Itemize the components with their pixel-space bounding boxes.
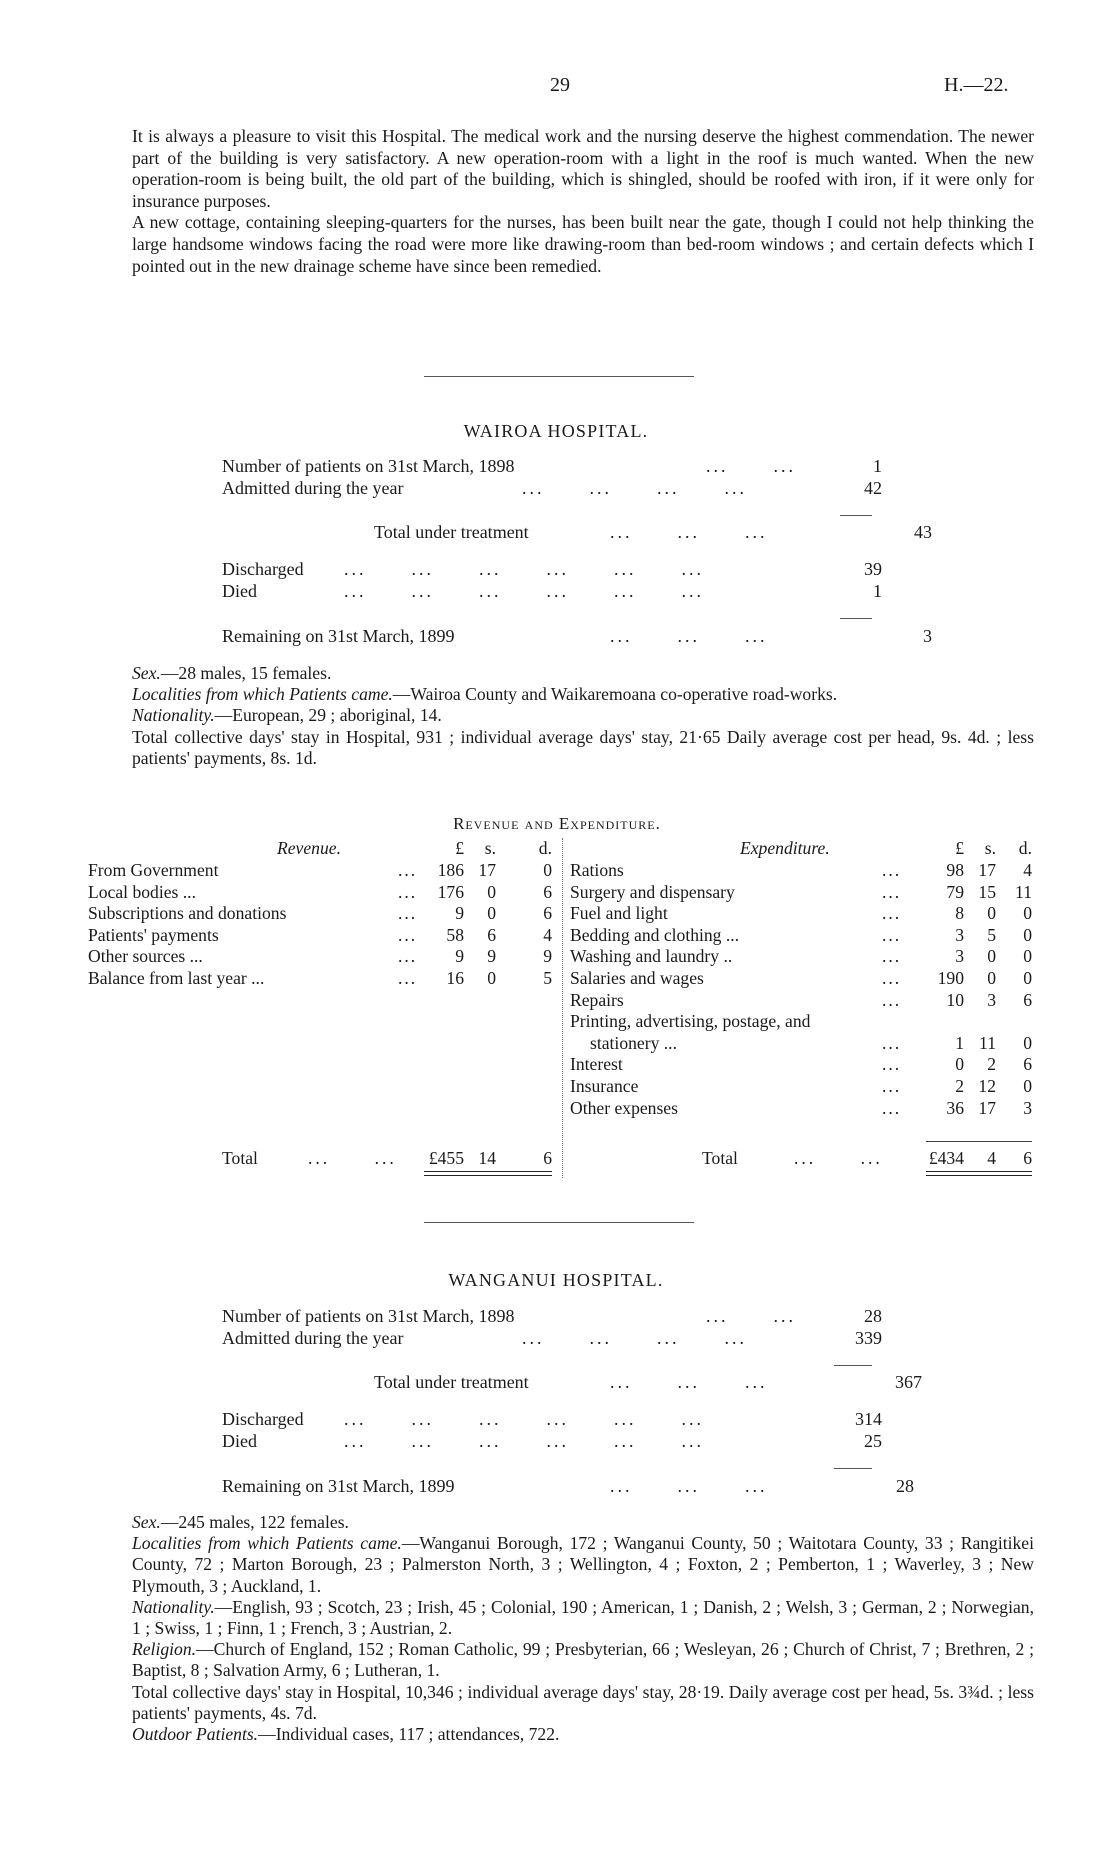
dot-leader: ... <box>882 1054 902 1075</box>
expenditure-item: Fuel and light <box>570 903 668 924</box>
stat-value-admitted: 42 <box>864 478 882 498</box>
expenditure-pounds: 8 <box>955 903 964 924</box>
revenue-pounds: 186 <box>437 860 464 880</box>
wairoa-patient-stats <box>222 456 932 646</box>
intro-paragraph-1: It is always a pleasure to visit this Hospital. The medical work and the nursing deserve the highest commendation. The newer part of the building is very satisfactory. A new operation-room with a light in the roof is much wanted. When the new operation-room is being built, the old part of the building, which is shingled, should be roofed with iron, if it were only for insurance purposes. <box>132 126 1034 211</box>
expenditure-pence: 6 <box>1023 1054 1032 1075</box>
stat-value-admitted: 339 <box>855 1328 882 1348</box>
expenditure-pence: 0 <box>1023 968 1032 988</box>
revenue-col-pound: £ <box>455 838 464 858</box>
wairoa-title: WAIROA HOSPITAL. <box>463 421 649 441</box>
expenditure-col-d: d. <box>1018 838 1032 858</box>
revenue-total-pounds: £455 <box>428 1148 464 1168</box>
revenue-item: Patients' payments <box>88 924 219 945</box>
expenditure-total-pence: 6 <box>1023 1148 1032 1168</box>
stat-value-died: 1 <box>873 581 882 601</box>
dot-leader: ... ... ... ... <box>522 478 747 498</box>
dot-leader: ... ... ... ... ... ... <box>344 581 704 601</box>
revenue-col-s: s. <box>484 838 496 858</box>
revenue-item: Subscriptions and donations <box>88 903 287 924</box>
dot-leader: ... ... <box>706 456 796 476</box>
dot-leader: ... <box>882 968 902 988</box>
revenue-total-shillings: 14 <box>478 1148 496 1168</box>
expenditure-pounds: 98 <box>946 860 964 880</box>
dot-leader: ... <box>882 1097 902 1118</box>
revenue-shillings: 0 <box>487 881 496 902</box>
expenditure-item: Salaries and wages <box>570 968 704 988</box>
dot-leader: ... ... <box>794 1148 883 1168</box>
stat-label-died: Died <box>222 1431 257 1451</box>
wairoa-days-stay: Total collective days' stay in Hospital, 931 ; individual average days' stay, 21·65 Daily average cost per head, 9s. 4d. ; less patients' payments, 8s. 1d. <box>132 726 1034 768</box>
expenditure-col-s: s. <box>984 838 996 858</box>
section-divider <box>424 376 694 377</box>
expenditure-total-pounds: £434 <box>928 1148 964 1168</box>
expenditure-item: Printing, advertising, postage, and <box>570 1011 811 1032</box>
subtotal-rule <box>834 1365 872 1366</box>
dot-leader: ... ... <box>706 1306 796 1326</box>
wanganui-localities: Localities from which Patients came.—Wanganui Borough, 172 ; Wanganui County, 50 ; Waitotara County, 33 ; Rangitikei County, 72 ; Marton Borough, 23 ; Palmerston North, 3 ; Wellington, 4 ; Foxton, 2 ; Pemberton, 1 ; Waverley, 3 ; New Plymouth, 3 ; Auckland, 1. <box>132 1533 1035 1596</box>
expenditure-shillings: 11 <box>979 1032 996 1053</box>
expenditure-shillings: 2 <box>987 1054 996 1075</box>
wairoa-notes <box>88 663 1034 769</box>
stat-label-discharged: Discharged <box>222 1409 304 1429</box>
wanganui-notes <box>88 1512 1034 1745</box>
expenditure-heading: Expenditure. <box>740 838 830 858</box>
dot-leader: ... ... ... ... ... ... <box>344 1409 704 1429</box>
expenditure-pence: 4 <box>1023 860 1032 880</box>
wanganui-outdoor: Outdoor Patients.—Individual cases, 117 ; attendances, 722. <box>132 1724 560 1745</box>
intro-paragraphs <box>88 126 1034 277</box>
expenditure-total-shillings: 4 <box>987 1148 996 1168</box>
wanganui-sex: Sex.—245 males, 122 females. <box>132 1512 349 1532</box>
revenue-item: Balance from last year ... <box>88 968 265 988</box>
expenditure-pounds: 0 <box>955 1054 964 1075</box>
revenue-col-d: d. <box>538 838 552 858</box>
dot-leader: ... <box>398 968 418 988</box>
expenditure-total-label: Total <box>702 1148 738 1168</box>
expenditure-item: Rations <box>570 860 624 880</box>
wairoa-localities: Localities from which Patients came.—Wairoa County and Waikaremoana co-operative road-works. <box>132 684 838 705</box>
dot-leader: ... <box>882 860 902 880</box>
dot-leader: ... ... ... <box>610 626 768 646</box>
expenditure-shillings: 17 <box>978 860 996 880</box>
expenditure-pence: 0 <box>1023 1076 1032 1096</box>
stat-value-1898: 28 <box>864 1306 882 1326</box>
stat-label-died: Died <box>222 581 257 601</box>
accounts-heading: Revenue and Expenditure. <box>453 814 661 833</box>
subtotal-rule <box>840 515 872 516</box>
expenditure-pounds: 2 <box>955 1076 964 1096</box>
expenditure-pounds: 3 <box>955 946 964 967</box>
expenditure-total-double-rule <box>926 1171 1032 1176</box>
revenue-heading: Revenue. <box>277 838 341 858</box>
revenue-pounds: 58 <box>446 924 464 945</box>
dot-leader: ... <box>882 946 902 967</box>
subtotal-rule <box>840 618 872 619</box>
wairoa-nationality: Nationality.—European, 29 ; aboriginal, 14. <box>132 705 442 726</box>
expenditure-total-rule <box>926 1141 1032 1142</box>
revenue-pounds: 9 <box>455 903 464 924</box>
revenue-pence: 0 <box>543 860 552 880</box>
stat-label-discharged: Discharged <box>222 559 304 579</box>
revenue-expenditure-table <box>0 838 1114 1178</box>
expenditure-item: Surgery and dispensary <box>570 881 735 902</box>
revenue-shillings: 9 <box>487 946 496 967</box>
revenue-shillings: 0 <box>487 968 496 988</box>
expenditure-shillings: 12 <box>978 1076 996 1096</box>
dot-leader: ... ... ... ... <box>522 1328 747 1348</box>
wanganui-religion: Religion.—Church of England, 152 ; Roman Catholic, 99 ; Presbyterian, 66 ; Wesleyan, 26 ; Church of Christ, 7 ; Brethren, 2 ; Baptist, 8 ; Salvation Army, 6 ; Lutheran, 1. <box>132 1639 1034 1681</box>
dot-leader: ... ... ... <box>610 1372 768 1392</box>
dot-leader: ... ... ... <box>610 522 768 542</box>
wanganui-days-stay: Total collective days' stay in Hospital, 10,346 ; individual average days' stay, 28·19. Daily average cost per head, 5s. 3¾d. ; less patients' payments, 4s. 7d. <box>132 1681 1034 1723</box>
dot-leader: ... <box>882 1032 902 1053</box>
revenue-total-double-rule <box>424 1171 552 1176</box>
expenditure-item: Washing and laundry .. <box>570 946 733 967</box>
expenditure-shillings: 3 <box>987 989 996 1010</box>
dot-leader: ... <box>398 903 418 924</box>
expenditure-item: Other expenses <box>570 1097 678 1118</box>
expenditure-pence: 0 <box>1023 903 1032 924</box>
wanganui-nationality: Nationality.—English, 93 ; Scotch, 23 ; Irish, 45 ; Colonial, 190 ; American, 1 ; Danish, 2 ; Welsh, 3 ; German, 2 ; Norwegian, 1 ; Swiss, 1 ; Finn, 1 ; French, 3 ; Austrian, 2. <box>132 1596 1034 1639</box>
expenditure-pence: 3 <box>1023 1097 1032 1118</box>
revenue-shillings: 6 <box>487 924 496 945</box>
revenue-shillings: 17 <box>478 860 496 880</box>
expenditure-pounds: 79 <box>946 881 964 902</box>
dot-leader: ... <box>398 881 418 902</box>
stat-value-remaining: 28 <box>896 1476 914 1496</box>
expenditure-pounds: 10 <box>946 989 964 1010</box>
dot-leader: ... ... ... <box>610 1476 768 1496</box>
expenditure-shillings: 5 <box>987 924 996 945</box>
dot-leader: ... ... ... ... ... ... <box>344 559 704 579</box>
page-number: 29 <box>550 74 570 96</box>
subtotal-rule <box>834 1468 872 1469</box>
revenue-pence: 9 <box>543 946 552 967</box>
stat-value-discharged: 314 <box>855 1409 882 1429</box>
expenditure-pence: 11 <box>1015 881 1032 902</box>
dot-leader: ... ... ... ... ... ... <box>344 1431 704 1451</box>
stat-value-remaining: 3 <box>923 626 932 646</box>
expenditure-pounds: 1 <box>955 1032 964 1053</box>
dot-leader: ... <box>398 924 418 945</box>
stat-label-remaining: Remaining on 31st March, 1899 <box>222 626 455 646</box>
dot-leader: ... <box>882 1076 902 1096</box>
expenditure-pence: 0 <box>1023 924 1032 945</box>
dot-leader: ... <box>882 903 902 924</box>
revenue-item: Other sources ... <box>88 946 203 967</box>
dot-leader: ... <box>398 946 418 967</box>
expenditure-item: Repairs <box>570 989 624 1010</box>
dot-leader: ... <box>882 989 902 1010</box>
expenditure-pence: 0 <box>1023 946 1032 967</box>
stat-label-admitted: Admitted during the year <box>222 478 404 498</box>
stat-label-1898: Number of patients on 31st March, 1898 <box>222 1306 515 1326</box>
expenditure-pounds: 190 <box>937 968 964 988</box>
revenue-shillings: 0 <box>487 903 496 924</box>
revenue-total-label: Total <box>222 1148 258 1168</box>
stat-value-total: 367 <box>895 1372 922 1392</box>
revenue-pounds: 176 <box>437 881 464 902</box>
expenditure-shillings: 15 <box>978 881 996 902</box>
expenditure-pence: 0 <box>1023 1032 1032 1053</box>
expenditure-item: stationery ... <box>590 1032 677 1053</box>
stat-label-remaining: Remaining on 31st March, 1899 <box>222 1476 455 1496</box>
dot-leader: ... <box>882 881 902 902</box>
revenue-pounds: 9 <box>455 946 464 967</box>
wanganui-patient-stats <box>222 1306 922 1496</box>
stat-label-admitted: Admitted during the year <box>222 1328 404 1348</box>
revenue-pence: 6 <box>543 881 552 902</box>
revenue-item: Local bodies ... <box>88 881 196 902</box>
dot-leader: ... ... <box>308 1148 397 1168</box>
wairoa-sex: Sex.—28 males, 15 females. <box>132 663 332 683</box>
revenue-pence: 6 <box>543 903 552 924</box>
expenditure-pounds: 3 <box>955 924 964 945</box>
expenditure-pounds: 36 <box>946 1097 964 1118</box>
stat-label-total: Total under treatment <box>374 522 529 542</box>
column-separator <box>562 838 563 1178</box>
wanganui-title: WANGANUI HOSPITAL. <box>448 1270 664 1290</box>
revenue-total-pence: 6 <box>543 1148 552 1168</box>
stat-value-1898: 1 <box>873 456 882 476</box>
stat-value-died: 25 <box>864 1431 882 1451</box>
expenditure-shillings: 17 <box>978 1097 996 1118</box>
stat-label-1898: Number of patients on 31st March, 1898 <box>222 456 515 476</box>
revenue-pounds: 16 <box>446 968 464 988</box>
stat-value-discharged: 39 <box>864 559 882 579</box>
intro-paragraph-2: A new cottage, containing sleeping-quarters for the nurses, has been built near the gate, though I could not help thinking the large handsome windows facing the road were more like drawing-room than bed-room windows ; and certain defects which I pointed out in the new drainage scheme have since been remedied. <box>132 212 1034 276</box>
expenditure-pence: 6 <box>1023 989 1032 1010</box>
stat-value-total: 43 <box>914 522 932 542</box>
expenditure-item: Bedding and clothing ... <box>570 924 740 945</box>
expenditure-item: Insurance <box>570 1076 639 1096</box>
expenditure-item: Interest <box>570 1054 623 1075</box>
revenue-pence: 4 <box>543 924 552 945</box>
section-divider <box>424 1222 694 1223</box>
dot-leader: ... <box>398 860 418 880</box>
expenditure-shillings: 0 <box>987 968 996 988</box>
document-reference: H.—22. <box>944 74 1009 96</box>
dot-leader: ... <box>882 924 902 945</box>
expenditure-shillings: 0 <box>987 946 996 967</box>
stat-label-total: Total under treatment <box>374 1372 529 1392</box>
revenue-pence: 5 <box>543 968 552 988</box>
expenditure-col-pound: £ <box>955 838 964 858</box>
expenditure-shillings: 0 <box>987 903 996 924</box>
revenue-item: From Government <box>88 860 219 880</box>
